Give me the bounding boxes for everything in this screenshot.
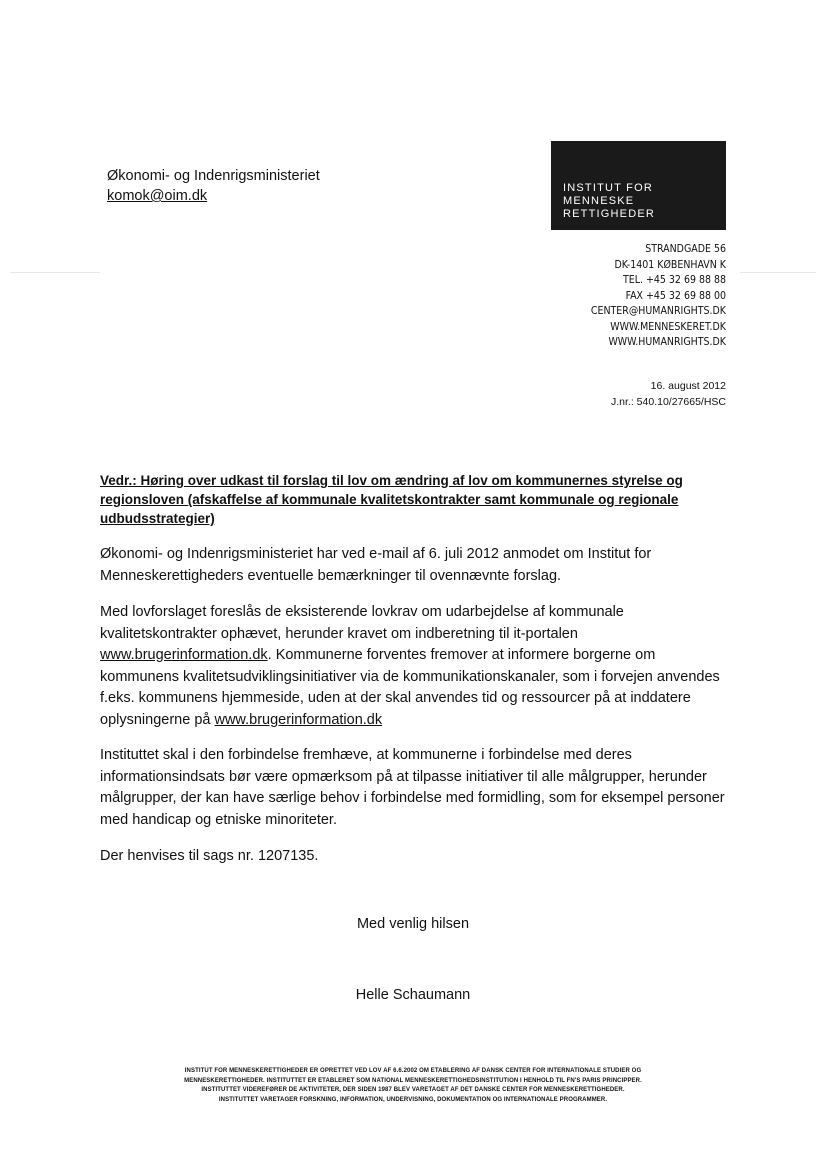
signature-name: Helle Schaumann [355, 987, 471, 1003]
recipient-email-link[interactable]: komok@oim.dk [107, 188, 208, 204]
footer-line: INSTITUTTET VIDEREFØRER DE AKTIVITETER, DER SIDEN 1987 BLEV VARETAGET AF DET DANSKE CENTER FOR MENNESKERETTIGHEDER. [201, 1087, 625, 1093]
paragraph-3 [100, 745, 730, 831]
logo-line: RETTIGHEDER [563, 208, 656, 220]
paragraph-4 [100, 846, 730, 868]
recipient-name: Økonomi- og Indenrigsministeriet [107, 168, 320, 184]
paragraph-line: Økonomi- og Indenrigsministeriet har ved e-mail af 6. juli 2012 anmodet om Institut for [100, 546, 652, 562]
journal-number: J.nr.: 540.10/27665/HSC [611, 395, 726, 408]
date-block [611, 379, 726, 410]
address-fax: FAX +45 32 69 88 00 [625, 289, 726, 302]
fold-mark-right [740, 272, 816, 273]
letter-date: 16. august 2012 [650, 380, 726, 392]
paragraph-line: målgrupper, der kan have særlige behov i forbindelse med formidling, som for eksempel personer [100, 790, 725, 806]
paragraph-line: f.eks. kommunens hjemmeside, uden at der skal anvendes tid og ressourcer på at inddatere [100, 690, 691, 706]
paragraph-text: oplysningerne på [100, 711, 215, 728]
address-web-1: WWW.MENNESKERET.DK [610, 320, 726, 333]
paragraph-1 [100, 544, 730, 587]
address-city: DK-1401 KØBENHAVN K [614, 258, 726, 271]
paragraph-2 [100, 602, 730, 731]
address-email: CENTER@HUMANRIGHTS.DK [590, 305, 726, 317]
sender-address [591, 242, 726, 351]
institute-logo [551, 141, 726, 230]
paragraph-line: Med lovforslaget foreslås de eksisterende lovkrav om udarbejdelse af kommunale [100, 604, 624, 620]
subject-line: Vedr.: Høring over udkast til forslag til lov om ændring af lov om kommunernes styrelse og [100, 473, 683, 488]
footer-line: INSTITUTTET VARETAGER FORSKNING, INFORMATION, UNDERVISNING, DOKUMENTATION OG INTERNATIONALE PROGRAMMER. [218, 1096, 608, 1103]
legal-footer [100, 1067, 726, 1105]
paragraph-line: kvalitetskontrakter ophævet, herunder kravet om indberetning til it-portalen [100, 625, 578, 642]
recipient-block [107, 166, 320, 206]
paragraph-line: Menneskerettigheders eventuelle bemærkninger til ovennævnte forslag. [100, 567, 562, 584]
footer-line: INSTITUT FOR MENNESKERETTIGHEDER ER OPRETTET VED LOV AF 6.6.2002 OM ETABLERING AF DANSK CENTER FOR INTERNATIONALE STUDIER OG [184, 1068, 642, 1074]
paragraph-line: med handicap og etniske minoriteter. [100, 811, 337, 828]
logo-line: MENNESKE [563, 195, 635, 207]
address-street: STRANDGADE 56 [645, 243, 726, 255]
subject-line: udbudsstrategier) [100, 511, 215, 526]
paragraph-text: . Kommunerne forventes fremover at informere borgerne om [267, 647, 656, 663]
logo-text [563, 182, 655, 221]
paragraph-line: Der henvises til sags nr. 1207135. [100, 848, 319, 864]
paragraph-line: informationsindsats bør være opmærksom på at tilpasse initiativer til alle målgrupper, herunder [100, 768, 707, 785]
subject-line: regionsloven (afskaffelse af kommunale kvalitetskontrakter samt kommunale og regionale [100, 492, 679, 507]
fold-mark-left [10, 272, 100, 273]
paragraph-line [100, 645, 730, 667]
brugerinformation-link[interactable]: www.brugerinformation.dk [100, 647, 268, 663]
logo-line: INSTITUT FOR [563, 182, 653, 194]
address-tel: TEL. +45 32 69 88 88 [623, 274, 726, 286]
footer-line: MENNESKERETTIGHEDER. INSTITUTTET ER ETABLERET SOM NATIONAL MENNESKERETTIGHEDSINSTITUTION I HENHOLD TIL FN'S PARIS PRINCIPPER. [184, 1077, 642, 1084]
brugerinformation-link[interactable]: www.brugerinformation.dk [214, 711, 383, 728]
closing-greeting: Med venlig hilsen [356, 916, 470, 932]
paragraph-line: kommunens kvalitetsudviklingsinitiativer via de kommunikationskanaler, som i forvejen anvendes [100, 668, 720, 685]
address-web-2: WWW.HUMANRIGHTS.DK [608, 336, 726, 348]
paragraph-line: Instituttet skal i den forbindelse fremhæve, at kommunerne i forbindelse med deres [100, 747, 632, 763]
paragraph-line [100, 710, 730, 732]
subject-heading [100, 471, 700, 528]
